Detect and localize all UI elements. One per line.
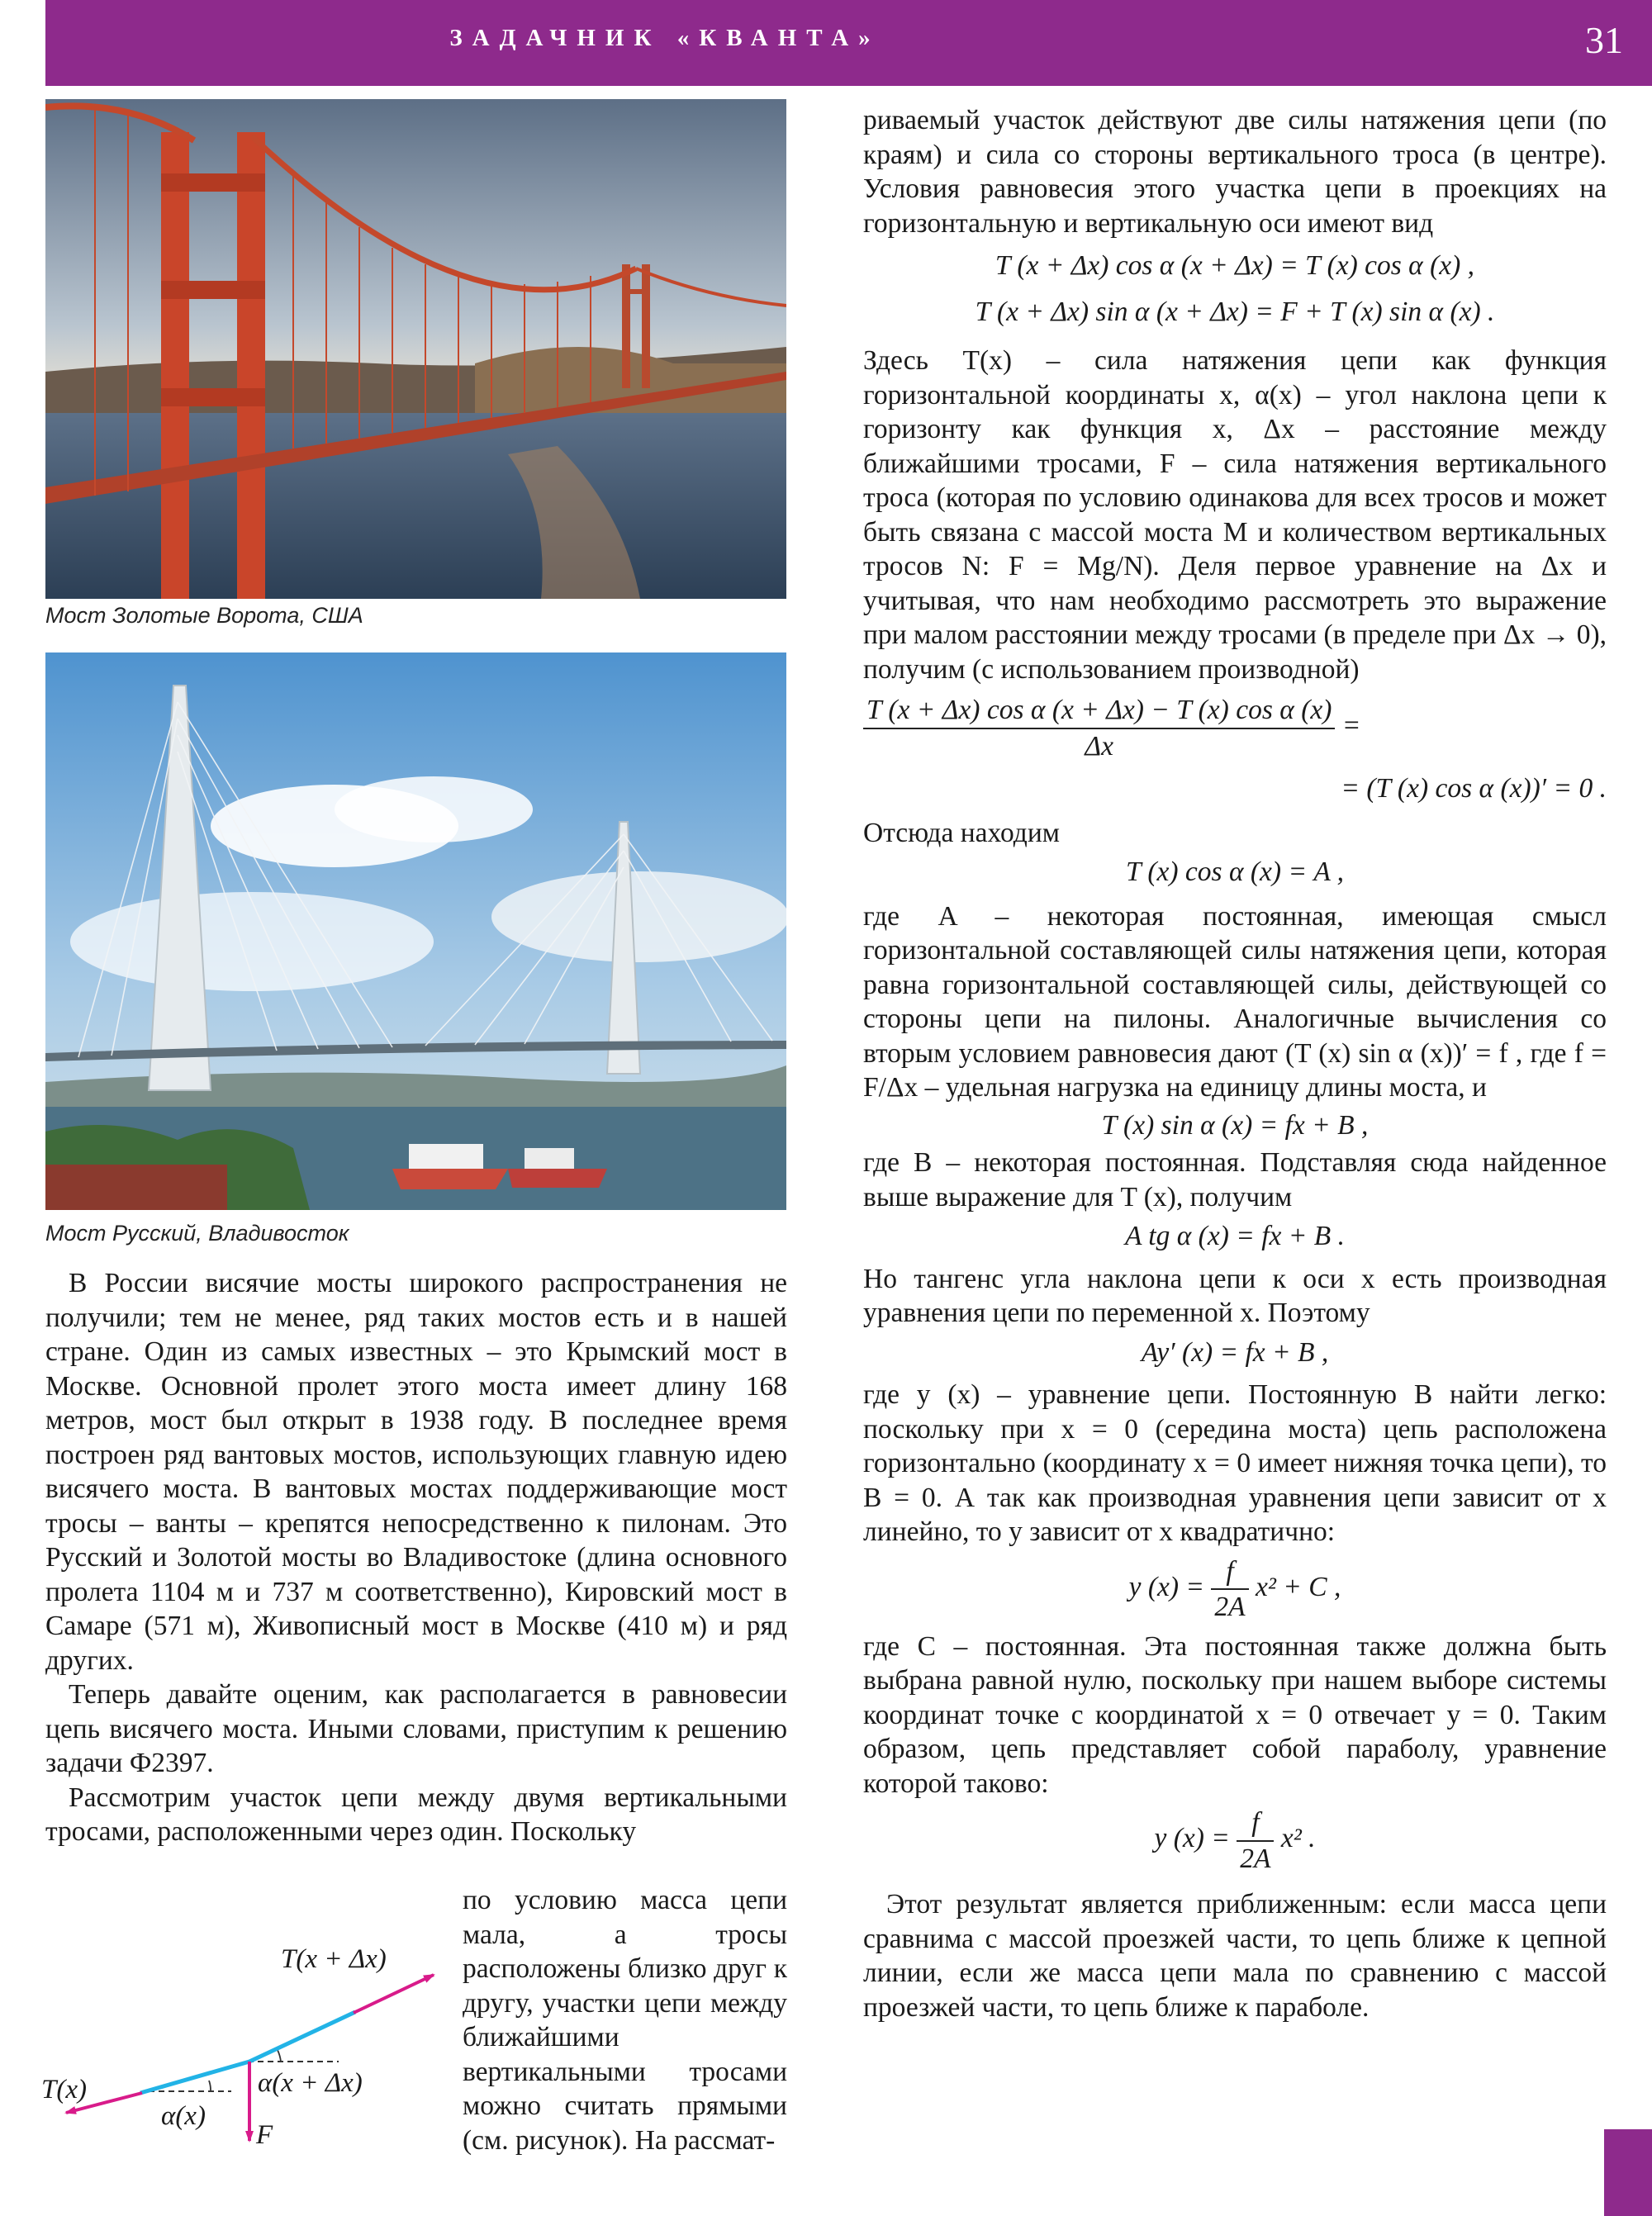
equation-3-fraction <box>863 693 1335 763</box>
right-paragraph-2: Здесь T(x) – сила натяжения цепи как функция горизонтальной координаты x, α(x) – угол наклона цепи к горизонту как функция x, Δx – расстояние между ближайшими тросами, F – сила натяжения вертикального троса (которая по условию одинакова для всех тросов и может быть связана с массой моста M и количеством вертикальных тросов N: F = Mg/N). Деля первое уравнение на Δx и учитывая, что нам необходимо рассмотреть это выражение при малом расстоянии между тросами (в пределе при Δx → 0), получим (с использованием производной) <box>863 345 1607 685</box>
equation-9 <box>863 1806 1607 1876</box>
equation-4: T (x) cos α (x) = A , <box>1125 857 1345 887</box>
golden-gate-caption: Мост Золотые Ворота, США <box>45 603 363 628</box>
equation-8-lhs: y (x) = <box>1128 1571 1205 1602</box>
equation-9-lhs: y (x) = <box>1154 1823 1230 1854</box>
golden-gate-photo <box>45 99 786 599</box>
right-paragraph-8: где C – постоянная. Эта постоянная также должна быть выбрана равной нулю, поскольку при нашем выборе системы координат точке с координатой x = 0 отвечает y = 0. Таким образом, цепь представляет собой параболу, уравнение которой таково: <box>863 1630 1607 1799</box>
equation-6: A tg α (x) = fx + B . <box>1125 1221 1345 1251</box>
chain-segment-left <box>140 2062 249 2093</box>
equation-1: T (x + Δx) cos α (x + Δx) = T (x) cos α (x) , <box>995 250 1475 281</box>
equation-3-numerator: T (x + Δx) cos α (x + Δx) − T (x) cos α (x) <box>863 693 1335 729</box>
equation-8-rhs: x² + C , <box>1256 1571 1341 1602</box>
equation-8-fraction <box>1211 1554 1248 1625</box>
journal-section-title: ЗАДАЧНИК «КВАНТА» <box>449 25 881 51</box>
equation-9-denominator: 2A <box>1240 1843 1271 1874</box>
right-column <box>863 103 1607 2024</box>
russky-bridge-photo <box>45 652 786 1210</box>
page-header <box>45 0 1652 86</box>
angle-arc-alpha <box>209 2081 211 2091</box>
right-paragraph-4: где A – некоторая постоянная, имеющая смысл горизонтальной составляющей силы натяжения цепи, которая равна горизонтальной составляющей силы, действующей со стороны цепи на пилоны. Аналогичные вычисления со вторым условием равновесия дают (T (x) sin α (x))′ = f , где f = F/Δx – удельная нагрузка на единицу длины моста, и <box>863 900 1607 1103</box>
vector-T-right <box>354 1975 434 2013</box>
equation-8-denominator: 2A <box>1214 1592 1246 1622</box>
right-paragraph-6: Но тангенс угла наклона цепи к оси x есть производная уравнения цепи по переменной x. Поэтому <box>863 1263 1607 1328</box>
equation-5: T (x) sin α (x) = fx + B , <box>1101 1109 1369 1141</box>
label-alpha-x-plus-dx: α(x + Δx) <box>258 2068 363 2098</box>
russky-bridge-caption: Мост Русский, Владивосток <box>45 1221 349 1246</box>
page-number: 31 <box>1585 19 1623 61</box>
left-wrap-text: по условию масса цепи мала, а тросы расположены близко друг к другу, участки цепи между ближайшими вертикальными тросами можно считать прямыми (см. рисунок). На рассмат- <box>463 1885 787 2156</box>
label-T-x: T(x) <box>41 2075 87 2104</box>
equation-3 <box>863 693 1607 763</box>
equation-9-fraction <box>1237 1806 1274 1876</box>
equation-9-numerator: f <box>1237 1806 1274 1842</box>
angle-arc-alpha-plus <box>278 2050 281 2062</box>
equation-7: Ay′ (x) = fx + B , <box>1141 1336 1329 1368</box>
label-F: F <box>256 2120 273 2147</box>
left-paragraph-3: Рассмотрим участок цепи между двумя вертикальными тросами, расположенными через один. Поскольку <box>45 1782 787 1847</box>
right-paragraph-5: где B – некоторая постоянная. Подставляя сюда найденное выше выражение для T (x), получим <box>863 1147 1607 1212</box>
chain-segment-figure <box>33 1900 454 2152</box>
chain-segment-right <box>249 2012 355 2062</box>
equation-3-rhs: = (T (x) cos α (x))′ = 0 . <box>1341 773 1607 804</box>
right-paragraph-3: Отсюда находим <box>863 817 1060 848</box>
force-diagram <box>33 1900 454 2147</box>
page-edge-tab <box>1604 2129 1652 2216</box>
equation-3-equals: = <box>1341 710 1361 742</box>
right-paragraph-9: Этот результат является приближенным: если масса цепи сравнима с массой проезжей части, то цепь ближе к цепной линии, если же масса цепи мала по сравнению с массой проезжей части, то цепь ближе к параболе. <box>863 1889 1607 2023</box>
equation-2: T (x + Δx) sin α (x + Δx) = F + T (x) sin α (x) . <box>975 296 1495 327</box>
left-paragraph-1: В России висячие мосты широкого распространения не получили; тем не менее, ряд таких мостов есть и в нашей стране. Один из самых известных – это Крымский мост в Москве. Основной пролет этого моста имеет длину 168 метров, мост был открыт в 1938 году. В последнее время построен ряд вантовых мостов, использующих главную идею висячего моста. В вантовых мостах поддерживающие мост тросы – ванты – крепятся непосредственно к пилонам. Это Русский и Золотой мосты во Владивостоке (длина основного пролета 1104 м и 737 м соответственно), Кировский мост в Самаре (571 м), Живописный мост в Москве (410 м) и ряд других. <box>45 1268 787 1676</box>
right-paragraph-1: риваемый участок действуют две силы натяжения цепи (по краям) и сила со стороны вертикального троса (в центре). Условия равновесия этого участка цепи в проекциях на горизонтальную и вертикальную оси имеют вид <box>863 105 1607 239</box>
left-column <box>45 1266 787 1849</box>
equation-8 <box>863 1554 1607 1625</box>
right-paragraph-7: где y (x) – уравнение цепи. Постоянную B найти легко: поскольку при x = 0 (середина моста) цепь расположена горизонтально (координату x = 0 имеет нижняя точка цепи), то B = 0. А так как производная уравнения цепи зависит от x линейно, то y зависит от x квадратично: <box>863 1379 1607 1547</box>
equation-3-denominator: Δx <box>1085 730 1113 762</box>
label-T-x-plus-dx: T(x + Δx) <box>281 1944 387 1974</box>
equation-8-numerator: f <box>1211 1554 1248 1591</box>
golden-gate-illustration <box>45 99 786 599</box>
left-paragraph-2: Теперь давайте оценим, как располагается в равновесии цепь висячего моста. Иными словами, приступим к решению задачи Ф2397. <box>45 1679 787 1778</box>
label-alpha-x: α(x) <box>161 2101 206 2131</box>
equation-9-rhs: x² . <box>1280 1823 1316 1854</box>
russky-bridge-illustration <box>45 652 786 1210</box>
